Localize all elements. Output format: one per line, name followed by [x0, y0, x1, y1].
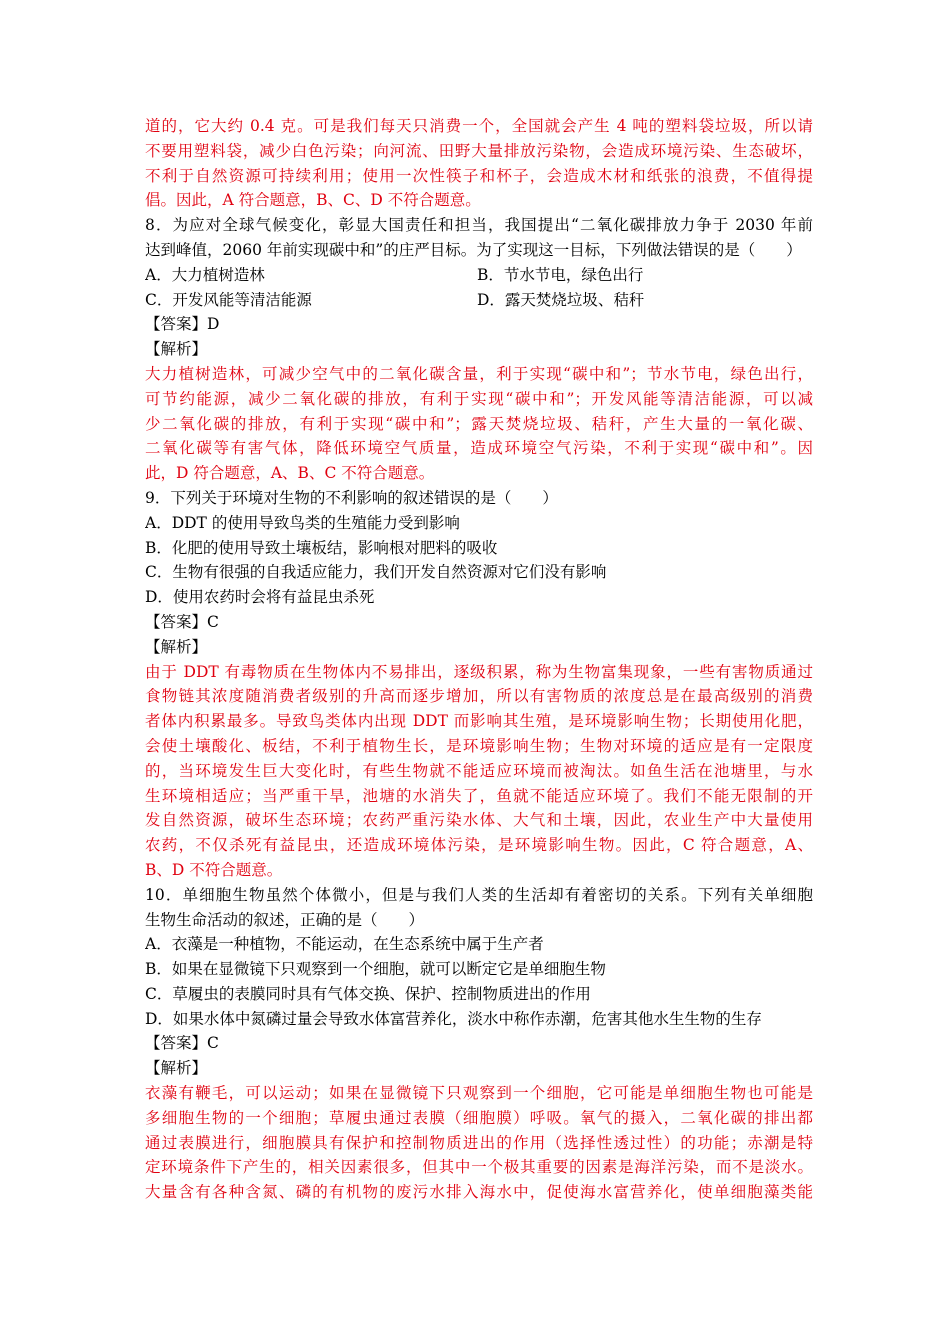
explanation-line: 不要用塑料袋，减少白色污染；向河流、田野大量排放污染物，会造成环境污染、生态破坏， [145, 141, 813, 160]
analysis-line: 会使土壤酸化、板结，不利于植物生长，是环境影响生物；生物对环境的适应是有一定限度 [145, 736, 813, 755]
option-a: A．衣藻是一种植物，不能运动，在生态系统中属于生产者 [145, 935, 544, 954]
option-row [145, 288, 813, 313]
option-c: C．生物有很强的自我适应能力，我们开发自然资源对它们没有影响 [145, 563, 607, 582]
analysis-line: 衣藻有鞭毛，可以运动；如果在显微镜下只观察到一个细胞，它可能是单细胞生物也可能是 [145, 1084, 813, 1103]
answer-line: 【答案】C [145, 1034, 219, 1053]
analysis-line: 少二氧化碳的排放，有利于实现“碳中和”；露天焚烧垃圾、秸秆，产生大量的一氧化碳、 [145, 414, 813, 433]
option-a: A．DDT 的使用导致鸟类的生殖能力受到影响 [145, 513, 460, 532]
analysis-label: 【解析】 [145, 1059, 208, 1078]
analysis-line: 大力植树造林，可减少空气中的二氧化碳含量，利于实现“碳中和”；节水节电，绿色出行， [145, 364, 813, 383]
analysis-label: 【解析】 [145, 637, 208, 656]
option-d: D．如果水体中氮磷过量会导致水体富营养化，淡水中称作赤潮，危害其他水生生物的生存 [145, 1009, 762, 1028]
option-b: B．节水节电，绿色出行 [477, 265, 644, 284]
analysis-line: 可节约能源，减少二氧化碳的排放，有利于实现“碳中和”；开发风能等清洁能源，可以减 [145, 389, 813, 408]
analysis-line: 通过表膜进行，细胞膜具有保护和控制物质进出的作用（选择性透过性）的功能；赤潮是特 [145, 1133, 813, 1152]
explanation-line: 道的，它大约 0.4 克。可是我们每天只消费一个，全国就会产生 4 吨的塑料袋垃圾，所以请 [145, 117, 813, 135]
analysis-line: 食物链其浓度随消费者级别的升高而逐步增加，所以有害物质的浓度总是在最高级别的消费 [145, 687, 813, 706]
question-stem: 8．为应对全球气候变化，彰显大国责任和担当，我国提出“二氧化碳排放力争于 2030 年前 [145, 216, 813, 235]
analysis-line: 发自然资源，破坏生态环境；农药严重污染水体、大气和土壤，因此，农业生产中大量使用 [145, 811, 813, 830]
analysis-line: 农药，不仅杀死有益昆虫，还造成环境体污染，是环境影响生物。因此，C 符合题意，A、 [145, 836, 813, 855]
analysis-line: 大量含有各种含氮、磷的有机物的废污水排入海水中，促使海水富营养化，使单细胞藻类能 [145, 1183, 813, 1202]
question-stem: 10．单细胞生物虽然个体微小，但是与我们人类的生活却有着密切的关系。下列有关单细胞 [145, 885, 813, 904]
analysis-line: 定环境条件下产生的，相关因素很多，但其中一个极其重要的因素是海洋污染，而不是淡水。 [145, 1158, 813, 1177]
analysis-line: 者体内积累最多。导致鸟类体内出现 DDT 而影响其生殖，是环境影响生物；长期使用化肥， [145, 712, 813, 731]
question-10 [145, 883, 813, 1205]
analysis-line: 多细胞生物的一个细胞；草履虫通过表膜（细胞膜）呼吸。氧气的摄入，二氧化碳的排出都 [145, 1108, 813, 1127]
question-9 [145, 486, 813, 883]
option-d: D．使用农药时会将有益昆虫杀死 [145, 588, 375, 607]
option-a: A．大力植树造林 [145, 265, 265, 284]
question-stem: 达到峰值，2060 年前实现碳中和”的庄严目标。为了实现这一目标，下列做法错误的是（ ） [145, 240, 802, 259]
option-c: C．草履虫的表膜同时具有气体交换、保护、控制物质进出的作用 [145, 984, 591, 1003]
analysis-line: B、D 不符合题意。 [145, 860, 283, 879]
option-row [145, 263, 813, 288]
option-d: D．露天焚烧垃圾、秸秆 [477, 290, 645, 309]
question-stem: 9．下列关于环境对生物的不利影响的叙述错误的是（ ） [145, 488, 558, 507]
analysis-line: 二氧化碳等有害气体，降低环境空气质量，造成环境空气污染，不利于实现“碳中和”。因 [145, 439, 813, 458]
analysis-label: 【解析】 [145, 340, 208, 359]
option-c: C．开发风能等清洁能源 [145, 290, 312, 309]
analysis-line: 由于 DDT 有毒物质在生物体内不易排出，逐级积累，称为生物富集现象，一些有害物质通过 [145, 662, 813, 681]
option-b: B．化肥的使用导致土壤板结，影响根对肥料的吸收 [145, 538, 498, 557]
analysis-line: 生环境相适应；当严重干旱，池塘的水消失了，鱼就不能适应环境了。我们不能无限制的开 [145, 786, 813, 805]
option-b: B．如果在显微镜下只观察到一个细胞，就可以断定它是单细胞生物 [145, 960, 606, 979]
analysis-line: 的，当环境发生巨大变化时，有些生物就不能适应环境而被淘汰。如鱼生活在池塘里，与水 [145, 761, 813, 780]
question-8 [145, 213, 813, 486]
document-body [145, 114, 813, 1205]
question-stem: 生物生命活动的叙述，正确的是（ ） [145, 910, 425, 929]
answer-line: 【答案】C [145, 612, 219, 631]
explanation-line: 倡。因此，A 符合题意，B、C、D 不符合题意。 [145, 191, 481, 210]
answer-line: 【答案】D [145, 315, 220, 334]
explanation-line: 不利于自然资源可持续利用；使用一次性筷子和杯子，会造成木材和纸张的浪费，不值得提 [145, 166, 813, 185]
intro-explanation [145, 114, 813, 213]
analysis-line: 此，D 符合题意，A、B、C 不符合题意。 [145, 464, 435, 483]
